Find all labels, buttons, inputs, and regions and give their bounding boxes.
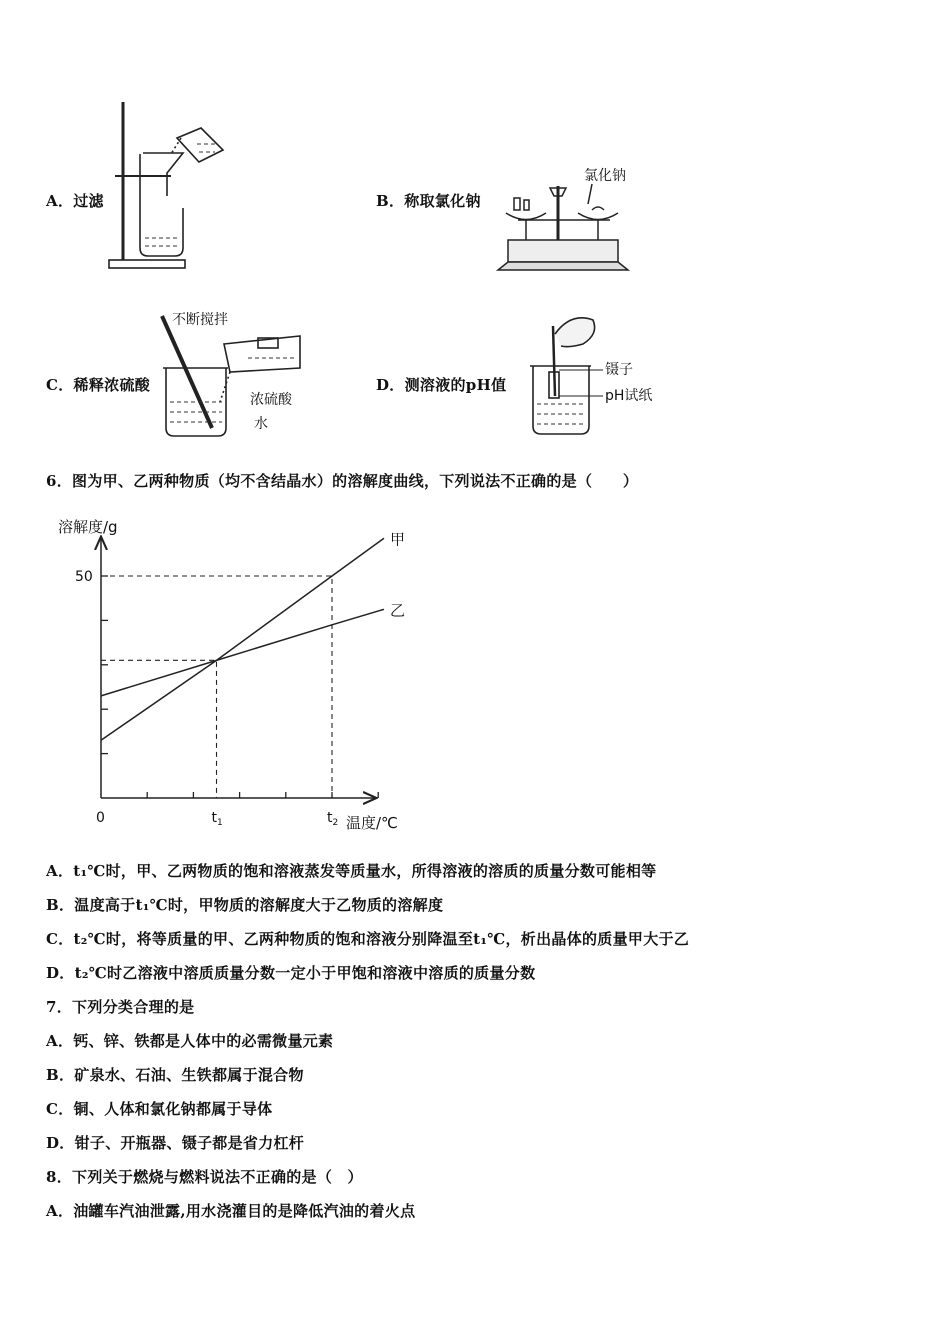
q6-stem: 6．图为甲、乙两种物质（均不含结晶水）的溶解度曲线，下列说法不正确的是（ ） [46, 472, 639, 490]
x-tick-label-0: 0 [96, 810, 105, 826]
q8-option-a: A．油罐车汽油泄露,用水浇灌目的是降低汽油的着火点 [46, 1202, 416, 1220]
reference-lines [101, 576, 332, 798]
q5-option-d: D．测溶液的pH值 [376, 376, 507, 394]
q6-option-a: A．t₁℃时，甲、乙两物质的饱和溶液蒸发等质量水，所得溶液的溶质的质量分数可能相等 [46, 862, 657, 880]
q7-option-c: C．铜、人体和氯化钠都属于导体 [46, 1100, 273, 1118]
ph-paper-label: pH试纸 [605, 388, 653, 404]
q6-option-b: B．温度高于t₁℃时，甲物质的溶解度大于乙物质的溶解度 [46, 896, 444, 914]
series-line-jia [101, 538, 384, 740]
ph-test-figure [525, 306, 655, 441]
y-axis-label: 溶解度/g [58, 518, 118, 536]
solubility-chart [40, 510, 420, 840]
q8-stem: 8．下列关于燃烧与燃料说法不正确的是（ ） [46, 1168, 363, 1186]
curves [101, 538, 384, 740]
x-axis-label: 温度/℃ [346, 814, 398, 832]
q5-option-c: C．稀释浓硫酸 [46, 376, 151, 394]
q5-option-b: B．称取氯化钠 [376, 192, 481, 210]
axis-ticks [101, 576, 378, 798]
q6-option-c: C．t₂℃时，将等质量的甲、乙两种物质的饱和溶液分别降温至t₁℃，析出晶体的质量甲大于乙 [46, 930, 690, 948]
tweezers-label: 镊子 [605, 362, 633, 378]
q6-option-d: D．t₂℃时乙溶液中溶质质量分数一定小于甲饱和溶液中溶质的质量分数 [46, 964, 536, 982]
q7-option-b: B．矿泉水、石油、生铁都属于混合物 [46, 1066, 304, 1084]
series-line-yi [101, 609, 384, 696]
balance-figure [488, 158, 648, 273]
series-label-jia: 甲 [389, 530, 405, 549]
water-label: 水 [254, 416, 268, 432]
series-label-yi: 乙 [389, 601, 405, 620]
y-tick-label-50: 50 [75, 569, 93, 585]
q7-option-d: D．钳子、开瓶器、镊子都是省力杠杆 [46, 1134, 305, 1152]
acid-label: 浓硫酸 [250, 392, 292, 408]
x-tick-label-t2: $t_2$ [327, 810, 339, 828]
dilution-figure [158, 306, 308, 441]
q5-option-a: A．过滤 [46, 192, 104, 210]
q7-option-a: A．钙、锌、铁都是人体中的必需微量元素 [46, 1032, 334, 1050]
chart-labels [75, 530, 405, 828]
x-tick-label-t1: $t_1$ [211, 810, 223, 828]
nacl-label: 氯化钠 [584, 168, 626, 184]
stir-label: 不断搅拌 [172, 312, 228, 328]
q7-stem: 7．下列分类合理的是 [46, 998, 195, 1016]
filtration-figure [105, 98, 230, 273]
